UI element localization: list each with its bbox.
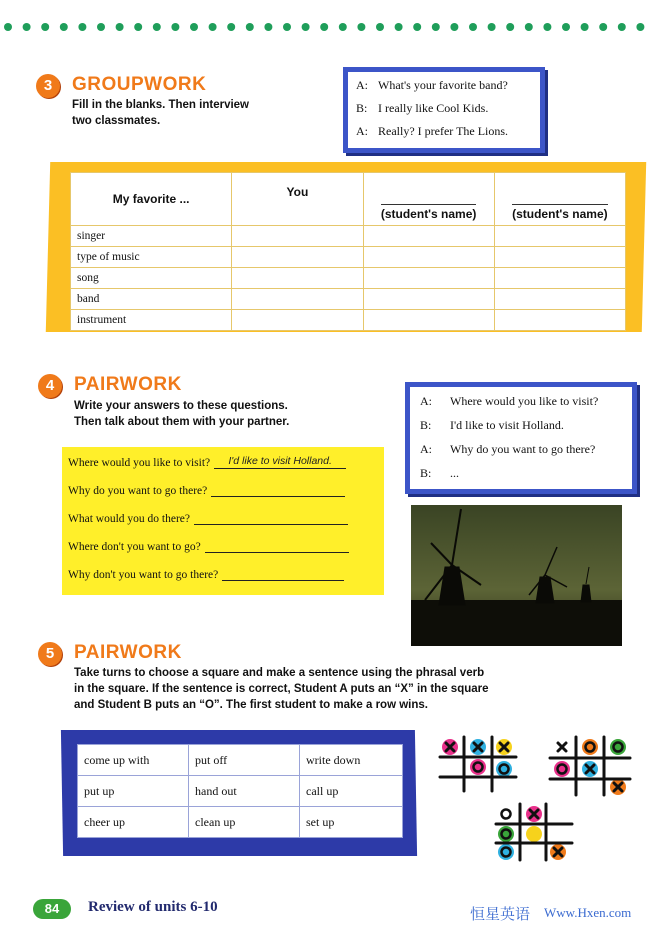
section-5-number: 5	[38, 642, 62, 666]
section-4-instructions: Write your answers to these questions. Then talk about them with your partner.	[74, 400, 290, 428]
grid-square[interactable]: call up	[300, 776, 403, 807]
table-cell[interactable]	[494, 289, 625, 310]
border-dot	[246, 23, 254, 31]
table-row	[71, 310, 626, 331]
border-dot	[97, 23, 105, 31]
grid-square[interactable]: clean up	[189, 807, 300, 838]
footer-title: Review of units 6-10	[88, 899, 218, 915]
questions-box	[62, 447, 384, 595]
table-cell[interactable]	[363, 268, 494, 289]
section-3-number: 3	[36, 74, 60, 98]
dialog-line: ...	[450, 466, 459, 480]
table-cell[interactable]	[494, 247, 625, 268]
speaker: A:	[420, 442, 432, 456]
table-cell[interactable]	[363, 289, 494, 310]
answer-field[interactable]	[205, 539, 349, 553]
dialog-line: What's your favorite band?	[378, 78, 508, 92]
table-row	[71, 268, 626, 289]
dialog-line: I'd like to visit Holland.	[450, 418, 564, 432]
table-cell[interactable]	[494, 268, 625, 289]
section-3-instructions: Fill in the blanks. Then interview two classmates.	[72, 99, 250, 127]
speaker: A:	[356, 78, 368, 92]
table-row	[71, 226, 626, 247]
question-text: Why do you want to go there?	[68, 485, 208, 497]
table-cell[interactable]	[232, 268, 363, 289]
border-dot	[488, 23, 496, 31]
grid-square[interactable]: put up	[78, 776, 189, 807]
border-dot	[506, 23, 514, 31]
border-dot	[339, 23, 347, 31]
table-cell[interactable]	[494, 226, 625, 247]
border-dot	[209, 23, 217, 31]
speaker: A:	[356, 124, 368, 138]
dotted-border	[0, 20, 650, 34]
dialog-line: I really like Cool Kids.	[378, 101, 489, 115]
border-dot	[469, 23, 477, 31]
tic-tac-toe-illustration-2	[546, 735, 634, 797]
border-dot	[23, 23, 31, 31]
tic-tac-toe-illustration-1	[436, 735, 520, 793]
row-label: band	[71, 289, 232, 310]
table-cell[interactable]	[232, 289, 363, 310]
speaker: B:	[420, 466, 432, 480]
table-cell[interactable]	[232, 247, 363, 268]
table-cell[interactable]	[363, 310, 494, 331]
border-dot	[450, 23, 458, 31]
question-row	[68, 511, 348, 525]
row-label: instrument	[71, 310, 232, 331]
border-dot	[171, 23, 179, 31]
border-dot	[264, 23, 272, 31]
border-dot	[636, 23, 644, 31]
border-dot	[543, 23, 551, 31]
col-header-student-name-2: (student's name)	[494, 173, 625, 226]
table-row	[71, 289, 626, 310]
border-dot	[357, 23, 365, 31]
grid-square[interactable]: cheer up	[78, 807, 189, 838]
answer-field[interactable]	[194, 511, 348, 525]
grid-square[interactable]: come up with	[78, 745, 189, 776]
row-label: song	[71, 268, 232, 289]
question-text: What would you do there?	[68, 513, 190, 525]
section-4-number: 4	[38, 374, 62, 398]
section-5-heading: PAIRWORK	[74, 642, 182, 663]
border-dot	[432, 23, 440, 31]
border-dot	[562, 23, 570, 31]
question-text: Where would you like to visit?	[68, 457, 211, 469]
border-dot	[525, 23, 533, 31]
grid-square[interactable]: put off	[189, 745, 300, 776]
border-dot	[599, 23, 607, 31]
border-dot	[376, 23, 384, 31]
col-header-my-favorite: My favorite ...	[71, 173, 232, 226]
border-dot	[302, 23, 310, 31]
border-dot	[190, 23, 198, 31]
question-row	[68, 483, 345, 497]
answer-field[interactable]: I'd like to visit Holland.	[214, 455, 346, 469]
row-label: singer	[71, 226, 232, 247]
table-cell[interactable]	[232, 226, 363, 247]
row-label: type of music	[71, 247, 232, 268]
table-cell[interactable]	[232, 310, 363, 331]
speaker: A:	[420, 394, 432, 408]
border-dot	[78, 23, 86, 31]
table-header-row	[71, 173, 626, 226]
border-dot	[116, 23, 124, 31]
border-dot	[618, 23, 626, 31]
table-row	[71, 247, 626, 268]
border-dot	[413, 23, 421, 31]
section-5-instructions: Take turns to choose a square and make a sentence using the phrasal verb in the square. If the sentence is correct, Student A puts an “X” in the square and Student B puts an “O”. The first student to make a row wins.	[74, 667, 489, 711]
speaker: B:	[420, 418, 432, 432]
border-dot	[227, 23, 235, 31]
page-number: 84	[33, 899, 71, 919]
grid-square[interactable]: hand out	[189, 776, 300, 807]
tic-tac-toe-illustration-3	[492, 802, 576, 862]
answer-field[interactable]	[222, 567, 344, 581]
border-dot	[153, 23, 161, 31]
table-cell[interactable]	[494, 310, 625, 331]
question-row	[68, 567, 344, 581]
border-dot	[41, 23, 49, 31]
border-dot	[60, 23, 68, 31]
question-row	[68, 539, 349, 553]
section-4-heading: PAIRWORK	[74, 374, 182, 395]
col-header-student-name-1: (student's name)	[363, 173, 494, 226]
dialog-line: Really? I prefer The Lions.	[378, 124, 509, 138]
border-dot	[4, 23, 12, 31]
table-cell[interactable]	[363, 226, 494, 247]
border-dot	[581, 23, 589, 31]
section-4-dialog-box	[405, 382, 637, 494]
watermark-chinese: 恒星英语	[470, 905, 531, 923]
border-dot	[134, 23, 142, 31]
dialog-line: Why do you want to go there?	[450, 442, 596, 456]
watermark-url: Www.Hxen.com	[544, 905, 632, 920]
col-header-you: You	[232, 173, 363, 226]
answer-field[interactable]	[211, 483, 345, 497]
speaker: B:	[356, 101, 368, 115]
border-dot	[283, 23, 291, 31]
favorites-table	[70, 172, 626, 331]
question-text: Why don't you want to go there?	[68, 569, 219, 581]
section-3-heading: GROUPWORK	[72, 74, 207, 95]
table-cell[interactable]	[363, 247, 494, 268]
section-3-dialog-box	[343, 67, 545, 153]
phrasal-verb-grid	[77, 744, 403, 838]
question-text: Where don't you want to go?	[68, 541, 201, 553]
grid-square[interactable]: set up	[300, 807, 403, 838]
question-row	[68, 455, 346, 469]
border-dot	[395, 23, 403, 31]
grid-square[interactable]: write down	[300, 745, 403, 776]
dialog-line: Where would you like to visit?	[450, 394, 599, 408]
windmill-photo	[411, 505, 622, 646]
border-dot	[320, 23, 328, 31]
